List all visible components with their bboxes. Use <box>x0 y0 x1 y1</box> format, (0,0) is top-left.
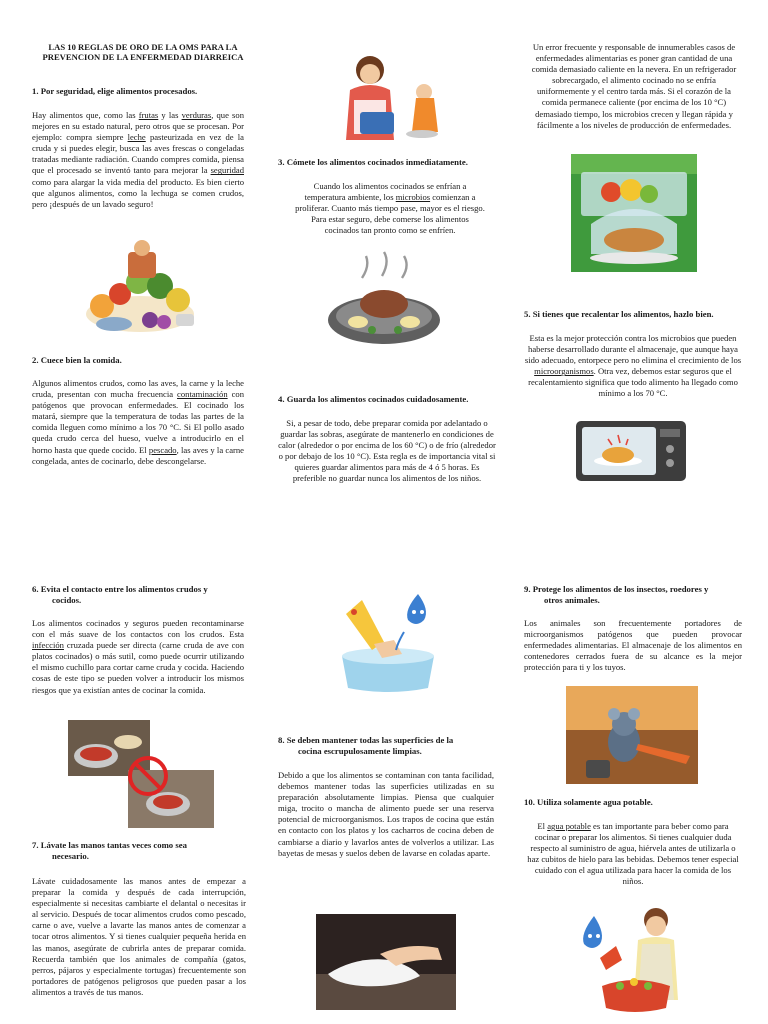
rule-9-heading: 9. Protege los alimentos de los insectos, roedores y otros animales. <box>524 584 709 605</box>
rat-in-kitchen-image <box>566 686 698 784</box>
rule-7-heading: 7. Lávate las manos tantas veces como sea necesario. <box>32 840 187 861</box>
cooking-women-illustration <box>320 40 446 146</box>
rule-6-heading: 6. Evita el contacto entre los alimentos crudos y cocidos. <box>32 584 208 605</box>
rule-10-text: El agua potable es tan importante para beber como para cocinar o preparar los alimentos. Si tienes cualquier duda respecto al suministro de agua, hiérvela antes de utilizarla o haz cubitos de hielo para las bebidas. Debemos tener especial cuidado con el agua utilizada para hacer la comida de los niños. <box>527 821 739 887</box>
rule-1-text: Hay alimentos que, como las frutas y las verduras, que son mejores en su estado natural, pero otros que se procesan. Por ejemplo: compra siempre leche pasteurizada en vez de la cruda y si puedes elegir, busca las aves frescas o congeladas tratadas mediante radiación. Cuando compres comida, piensa que el procesado se inventó tanto para mejorar la seguridad como para alargar la vida media del producto. Es bien cierto que algunos alimentos, como la lechuga se comen crudos, pero ¡después de un lavado seguro! <box>32 110 244 209</box>
microwave-illustration <box>572 415 690 487</box>
link-infeccion[interactable]: infección <box>32 640 64 651</box>
link-seguridad[interactable]: seguridad <box>210 165 244 176</box>
rule-4-continued-text: Un error frecuente y responsable de innumerables casos de enfermedades alimentarias es poner gran cantidad de una comida demasiado caliente en la nevera. En un refrigerador sobrecargado, el alimento cocinado no se enfría uniformemente y el centro tarda más. Si el corazón de la comida permanece caliente (por encima de los 10 °C) demasiado tiempo, los microbios crecen y llegan rápida y fácilmente a los niveles de producción de enfermedades. <box>531 42 737 130</box>
link-contaminacion[interactable]: contaminación <box>177 389 228 400</box>
rule-6-text: Los alimentos cocinados y seguros pueden recontaminarse con el más suave de los contactos con los crudos. Esta infección cruzada puede ser directa (carne cruda de ave con platos cocinados) o más sutil, como puede ocurrir utilizando el mismo cuchillo para cortar carne cruda y cocida. Haciendo cosas de este tipo se pueden volver a introducir los mismos riesgos que ya existían antes de cocinar la comida. <box>32 618 244 695</box>
food-group-illustration <box>80 234 202 338</box>
rule-7-text: Lávate cuidadosamente las manos antes de empezar a preparar la comida y después de cada interrupción, especialmente si necesitas cambiarte el delantal o necesitas ir al servicio. Después de tocar alimentos crudos como pescado, carne o ave, vuelve a lavarte las manos antes de comenzar a tocar otros alimentos. Y si tienes cualquier pequeña herida en las manos, asegúrate de cubrirla antes de preparar comida. Recuerda también que los animales de compañía (gatos, perros, pájaros y especialmente tortugas) frecuentemente son portadores de patógenos peligrosos que pueden pasar a los alimentos a través de tus manos. <box>32 876 246 997</box>
rule-5-heading: 5. Si tienes que recalentar los alimentos, hazlo bien. <box>524 309 714 319</box>
hand-washing-illustration <box>332 584 444 696</box>
rule-10-heading: 10. Utiliza solamente agua potable. <box>524 797 653 807</box>
rule-8-text: Debido a que los alimentos se contaminan con tanta facilidad, debemos mantener todas las superficies utilizadas en su preparación absolutamente limpias. Piensa que cualquier miga, trocito o mancha de alimento puede ser una reserva potencial de microorganismos. Los trapos de cocina que están en contacto con los platos y los cacharros de cocina deben de cambiarse a diario y lavarlos antes de volverlos a utilizar. Las bayetas de mesas y suelos deben de lavarse en coladas aparte. <box>278 770 494 858</box>
link-microbios[interactable]: microbios <box>395 192 431 203</box>
refrigerated-food-photo <box>571 154 697 272</box>
rule-4-heading: 4. Guarda los alimentos cocinados cuidadosamente. <box>278 394 469 404</box>
wiping-surface-photo <box>316 914 456 1010</box>
link-leche[interactable]: leche <box>127 132 146 143</box>
page-title: LAS 10 REGLAS DE ORO DE LA OMS PARA LA PREVENCION DE LA ENFERMEDAD DIARREICA <box>42 42 244 63</box>
cross-contamination-photo <box>68 720 214 828</box>
cooked-meat-illustration <box>322 248 447 356</box>
rule-8-heading: 8. Se deben mantener todas las superficies de la cocina escrupulosamente limpias. <box>278 735 454 756</box>
link-pescado[interactable]: pescado <box>148 444 177 455</box>
rule-2-heading: 2. Cuece bien la comida. <box>32 355 122 365</box>
link-microorganismos[interactable]: microorganismos <box>534 366 594 377</box>
rule-4-text: Si, a pesar de todo, debe preparar comida por adelantado o guardar las sobras, asegúrate de mantenerlo en condiciones de calor (alrededor o por encima de los 60 °C) o de frío (alrededor o por debajo de los 10 °C). Esta regla es de importancia vital si quieres guardar alimentos para más de 4 ó 5 horas. Es preferible no guardar nunca los alimentos de los niños. <box>278 418 496 484</box>
rule-9-text: Los animales son frecuentemente portadores de microorganismos patógenos que pueden provocar enfermedades alimentarias. El almacenaje de los alimentos en contenedores cerrados fuera de su alcance es la mejor protección para ti y los tuyos. <box>524 618 742 673</box>
link-frutas[interactable]: frutas <box>138 110 159 120</box>
link-verduras[interactable]: verduras <box>181 110 212 120</box>
water-drop-cooking-illustration <box>574 900 706 1018</box>
rule-5-text: Esta es la mejor protección contra los microbios que pueden haberse desarrollado durante el almacenaje, que aunque haya sido adecuado, entorpece pero no elimina el crecimiento de los microorganismos. Otra vez, debemos estar seguros que el recalentamiento significa que todo alimento ha llegado como mínimo a los 70 °C. <box>524 333 742 399</box>
rule-3-heading: 3. Cómete los alimentos cocinados inmediatamente. <box>278 157 468 167</box>
rule-2-text: Algunos alimentos crudos, como las aves, la carne y la leche cruda, presentan con mucha frecuencia contaminación con patógenos que provocan enfermedades. El cocinado los matará, siempre que la temperatura de todas las partes de la comida lleguen como mínimo a los 70 °C. Si El pollo asado queda crudo cerca del hueso, vuelve a introducirlo en el horno hasta que quede cocido. El pescado, las aves y la carne congelada, antes de cocinarlo, debe descongelarse. <box>32 378 244 466</box>
rule-3-text: Cuando los alimentos cocinados se enfrían a temperatura ambiente, los microbios comienzan a proliferar. Cuanto más tiempo pase, mayor es el riesgo. Para estar seguro, debe comerse los alimentos cocinados tan pronto como se enfríen. <box>295 181 485 236</box>
link-agua-potable[interactable]: agua potable <box>547 821 591 831</box>
rule-1-heading: 1. Por seguridad, elige alimentos procesados. <box>32 86 198 96</box>
